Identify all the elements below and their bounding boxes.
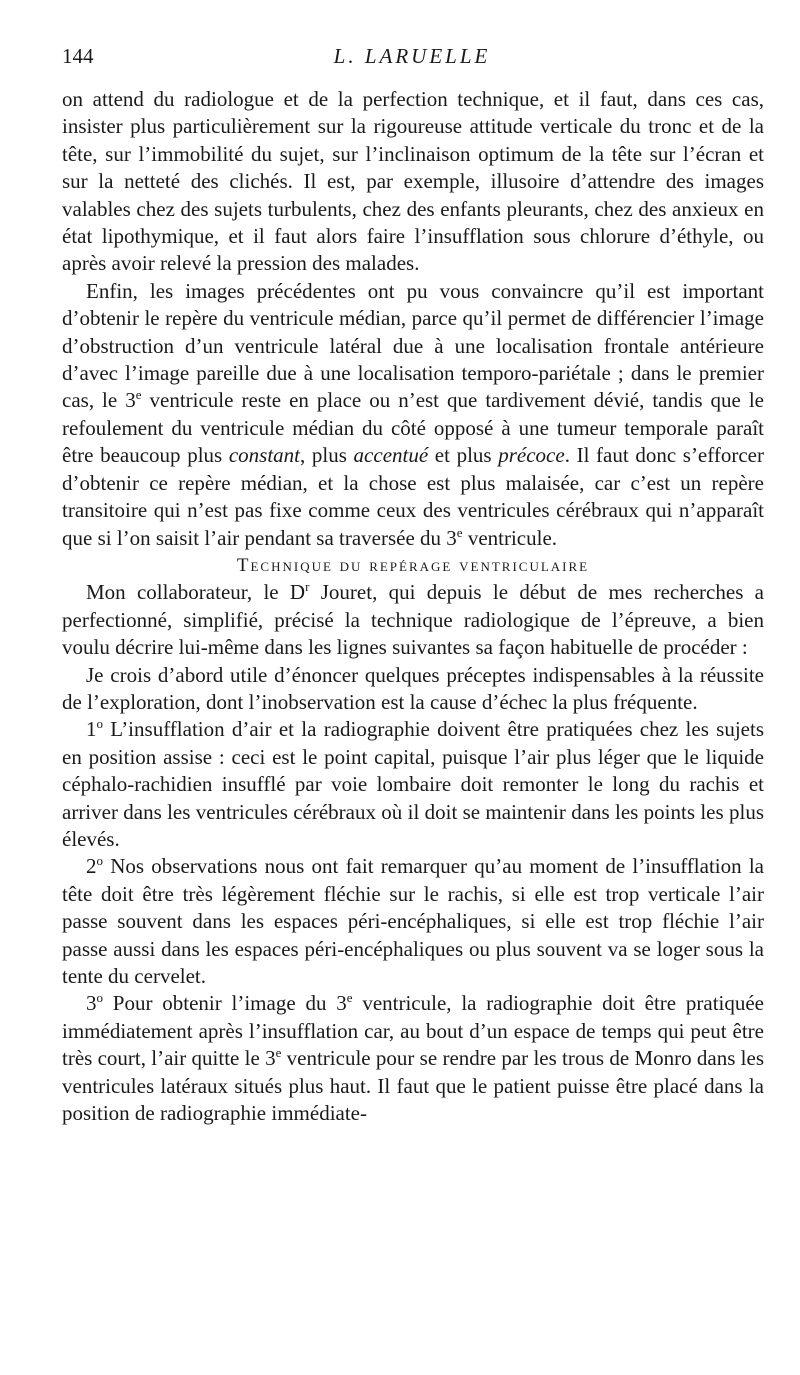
page-header bbox=[62, 44, 762, 74]
page-number: 144 bbox=[62, 44, 94, 68]
running-head: L. LARUELLE bbox=[333, 44, 491, 68]
paragraph-2: Enfin, les images précédentes ont pu vous convaincre qu’il est important d’obtenir le repère du ventricule médian, parce qu’il permet de différencier l’image d’obstruction d’un ventricule latéral due à une localisation frontale antérieure d’avec l’image pareille due à une localisation temporo-pariétale ; dans le premier cas, le 3e ventricule reste en place ou n’est que tardivement dévié, tandis que le refoulement du ventricule médian du côté opposé à une tumeur temporale paraît être beaucoup plus constant, plus accentué et plus précoce. Il faut donc s’efforcer d’obtenir ce repère médian, et la chose est plus malaisée, car c’est un repère transitoire qui n’est pas fixe comme ceux des ventricules cérébraux qui n’apparaît que si l’on saisit l’air pendant sa traversée du 3e ventricule. bbox=[62, 278, 764, 550]
emphasis-accentue: accentué bbox=[353, 443, 429, 468]
paragraph-1: on attend du radiologue et de la perfection technique, et il faut, dans ces cas, insister plus particulièrement sur la rigoureuse attitude verticale du tronc et de la tête, sur l’immobilité du sujet, sur l’inclinaison optimum de la tête sur l’écran et sur la netteté des clichés. Il est, par exemple, illusoire d’attendre des images valables chez des sujets turbulents, chez des enfants pleurants, chez des anxieux en état lipothymique, et il faut alors faire l’insufflation sous chlorure d’éthyle, ou après avoir relevé la pression des malades. bbox=[62, 87, 764, 276]
paragraph-5: 1$^o$ L’insufflation d’air et la radiographie doivent être pratiquées chez les sujets en position assise : ceci est le point capital, puisque l’air plus léger que le liquide céphalo-rachidien insufflé par voie lombaire doit remonter le long du rachis et arriver dans les ventricules cérébraux où il doit se maintenir dans les points les plus élevés. bbox=[62, 716, 764, 851]
paragraph-3: Mon collaborateur, le $D^r$ Jouret, qui depuis le début de mes recherches a perfectionné, simplifié, précisé la technique radiologique de l’épreuve, a bien voulu décrire lui-même dans les lignes suivantes sa façon habituelle de procéder : bbox=[62, 579, 764, 660]
paragraph-7: 3$^o$ Pour obtenir l’image du 3e ventricule, la radiographie doit être pratiquée immédiatement après l’insufflation car, au bout d’un espace de temps qui peut être très court, l’air quitte le 3e ventricule pour se rendre par les trous de Monro dans les ventricules latéraux situés plus haut. Il faut que le patient puisse être placé dans la position de radiographie immédiate- bbox=[62, 990, 765, 1126]
paragraph-4: Je crois d’abord utile d’énoncer quelques préceptes indispensables à la réussite de l’exploration, dont l’inobservation est la cause d’échec la plus fréquente. bbox=[62, 662, 764, 714]
emphasis-constant: constant bbox=[228, 443, 301, 468]
paragraph-6: 2$^o$ Nos observations nous ont fait remarquer qu’au moment de l’insufflation la tête doit être très légèrement fléchie sur le rachis, si elle est trop verticale l’air passe souvent dans les espaces péri-encéphaliques, si elle est trop fléchie l’air passe aussi dans les espaces péri-encéphaliques ou plus souvent va se loger sous la tente du cervelet. bbox=[62, 853, 764, 988]
emphasis-precoce: précoce bbox=[498, 443, 565, 468]
body-text bbox=[62, 86, 764, 1127]
section-title: Technique du repérage ventriculaire bbox=[236, 554, 590, 576]
